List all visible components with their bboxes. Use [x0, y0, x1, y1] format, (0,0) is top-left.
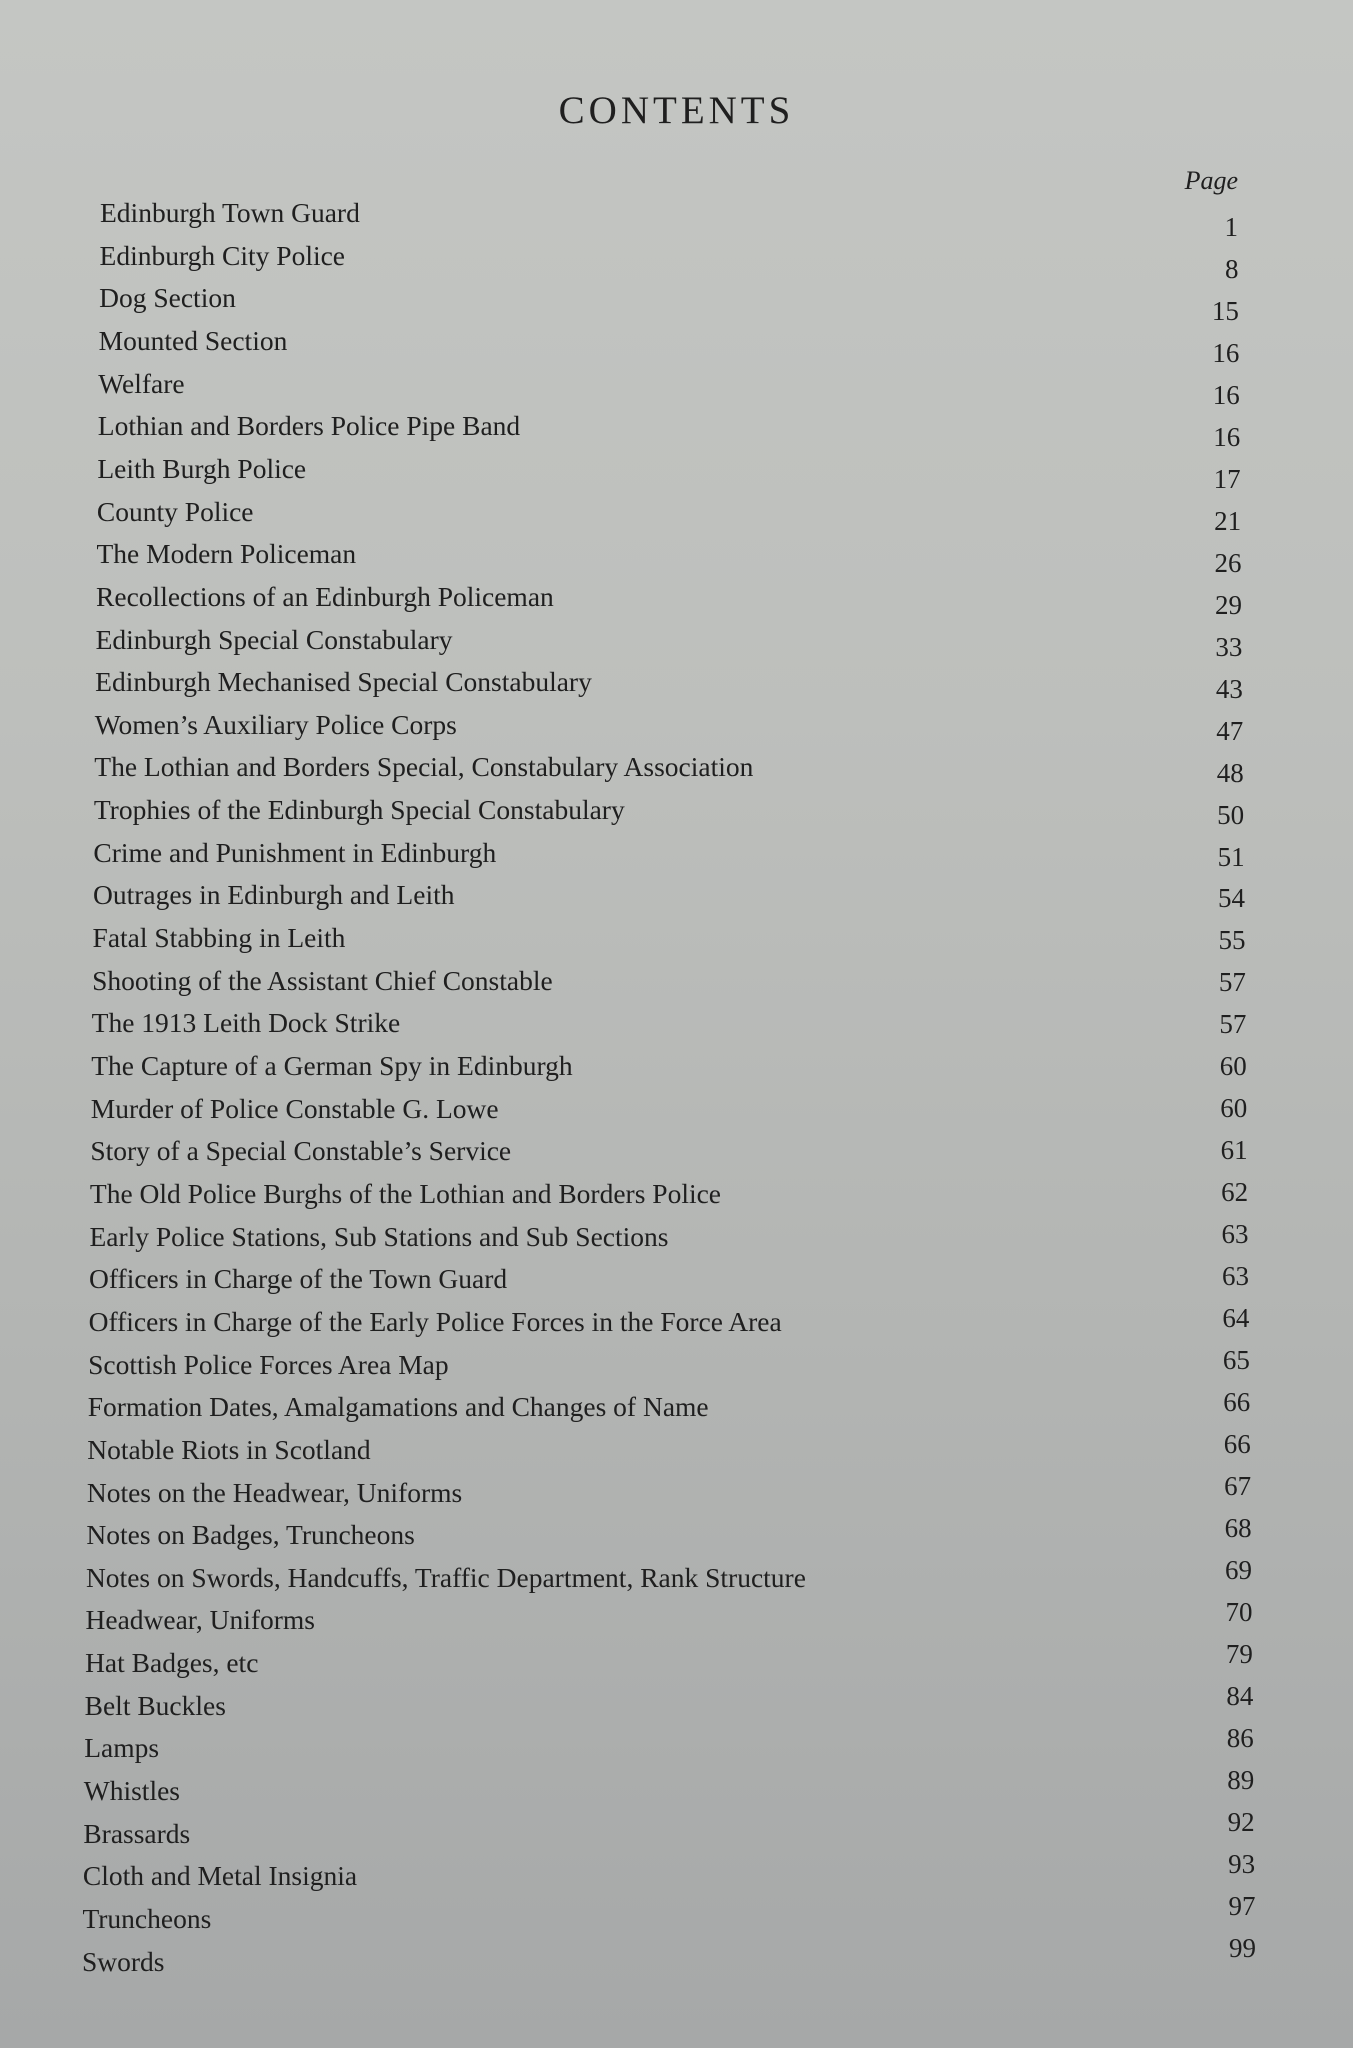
toc-entry-page-number: 57: [1219, 1009, 1247, 1040]
toc-entry: [0, 451, 1353, 494]
toc-entry-title: Brassards: [83, 1817, 191, 1849]
toc-entry: [0, 1429, 1353, 1472]
toc-entry-title: The Lothian and Borders Special, Constabulary Association: [94, 751, 754, 783]
toc-entry: [0, 792, 1353, 832]
toc-entry-title: Welfare: [98, 367, 185, 399]
toc-entry: [0, 1347, 1353, 1387]
toc-entry-title: Murder of Police Constable G. Lowe: [90, 1092, 499, 1124]
toc-entry: [0, 622, 1353, 662]
toc-entry: [0, 323, 1353, 368]
toc-entry-page-number: 79: [1225, 1638, 1253, 1669]
page-column-heading: Page: [1184, 166, 1238, 195]
toc-entry-title: Women’s Auxiliary Police Corps: [94, 708, 457, 740]
toc-entry-page-number: 63: [1221, 1219, 1249, 1250]
page-title: CONTENTS: [558, 89, 795, 132]
toc-entry: [0, 1680, 1353, 1728]
toc-entry-page-number: 29: [1214, 589, 1242, 620]
toc-entry: [0, 963, 1353, 1003]
toc-entry-title: Cloth and Metal Insignia: [82, 1860, 358, 1892]
toc-entry-title: Outrages in Edinburgh and Leith: [92, 879, 455, 911]
toc-entry-page-number: 15: [1211, 295, 1239, 326]
toc-entry: [0, 238, 1353, 284]
toc-entry-title: Lothian and Borders Police Pipe Band: [97, 410, 521, 442]
toc-entry: [0, 494, 1353, 534]
toc-entry-page-number: 8: [1224, 253, 1239, 284]
toc-entry-page-number: 26: [1214, 547, 1242, 578]
toc-entry: [0, 366, 1353, 410]
toc-entry-title: Scottish Police Forces Area Map: [88, 1348, 449, 1380]
toc-entry: [0, 579, 1353, 619]
toc-entry: [0, 1471, 1353, 1515]
toc-entry: [0, 1596, 1353, 1642]
toc-entry-page-number: 62: [1221, 1177, 1249, 1208]
toc-entry: [0, 408, 1353, 452]
toc-entry-page-number: 66: [1223, 1387, 1251, 1418]
toc-entry-page-number: 84: [1226, 1680, 1254, 1711]
toc-entry-page-number: 69: [1225, 1554, 1253, 1585]
toc-entry-title: Hat Badges, etc: [85, 1647, 259, 1679]
toc-entry: [0, 1890, 1353, 1941]
toc-entry: [0, 1133, 1353, 1173]
toc-entry-title: County Police: [96, 495, 254, 527]
toc-entry-title: Swords: [82, 1945, 165, 1977]
toc-entry: [0, 536, 1353, 576]
toc-entry: [0, 877, 1353, 917]
toc-entry-page-number: 21: [1214, 505, 1242, 536]
toc-entry-title: Formation Dates, Amalgamations and Changes of Name: [87, 1391, 709, 1423]
toc-entry-title: Lamps: [84, 1732, 160, 1764]
toc-entry-page-number: 97: [1228, 1890, 1256, 1921]
toc-entry: [0, 1091, 1353, 1131]
toc-entry-title: Edinburgh City Police: [99, 239, 346, 271]
toc-entry: [0, 1176, 1353, 1216]
toc-entry-title: Notable Riots in Scotland: [87, 1433, 371, 1465]
toc-entry-title: Story of a Special Constable’s Service: [90, 1135, 512, 1167]
toc-entry-page-number: 51: [1217, 841, 1245, 872]
toc-entry-page-number: 93: [1228, 1848, 1256, 1879]
toc-entry-page-number: 43: [1215, 673, 1243, 704]
toc-entry-page-number: 70: [1225, 1596, 1253, 1627]
toc-entry-title: Truncheons: [82, 1903, 212, 1934]
toc-entry-title: Notes on Badges, Truncheons: [86, 1519, 415, 1551]
toc-entry: [0, 749, 1353, 789]
toc-entry-title: The Modern Policeman: [96, 538, 357, 570]
toc-entry-page-number: 33: [1215, 631, 1243, 662]
toc-entry: [0, 1554, 1353, 1600]
toc-entry-title: Early Police Stations, Sub Stations and Sub Sections: [89, 1220, 669, 1252]
toc-entry: [0, 195, 1353, 242]
toc-entry-page-number: 60: [1219, 1051, 1247, 1082]
toc-entry-page-number: 16: [1213, 421, 1241, 452]
toc-entry-page-number: 92: [1227, 1806, 1255, 1837]
toc-entry-title: Edinburgh Town Guard: [100, 197, 360, 228]
toc-entry-page-number: 61: [1220, 1135, 1248, 1166]
toc-entry-title: Notes on the Headwear, Uniforms: [86, 1476, 463, 1508]
toc-entry-title: Recollections of an Edinburgh Policeman: [96, 580, 554, 612]
toc-entry-page-number: 89: [1227, 1764, 1255, 1795]
toc-entry: [0, 664, 1353, 704]
toc-entry-title: Edinburgh Mechanised Special Constabulary: [95, 666, 592, 698]
toc-entry: [0, 835, 1353, 875]
toc-entry-title: Trophies of the Edinburgh Special Constabulary: [93, 794, 625, 826]
toc-entry: [0, 1932, 1353, 1984]
toc-entry-title: Officers in Charge of the Town Guard: [89, 1263, 508, 1295]
toc-entry: [0, 1219, 1353, 1259]
toc-entry-page-number: 54: [1218, 883, 1246, 914]
toc-entry-page-number: 67: [1224, 1471, 1252, 1502]
toc-entry: [0, 1512, 1353, 1557]
toc-entry-title: The Capture of a German Spy in Edinburgh: [91, 1050, 573, 1081]
toc-entry-title: Shooting of the Assistant Chief Constable: [92, 964, 553, 996]
toc-entry-page-number: 55: [1218, 925, 1246, 956]
toc-entry-title: Headwear, Uniforms: [85, 1604, 316, 1636]
toc-entry-page-number: 99: [1229, 1932, 1256, 1963]
toc-entry: [0, 1806, 1353, 1856]
toc-entry: [0, 1638, 1353, 1685]
toc-entry-title: Fatal Stabbing in Leith: [92, 922, 346, 954]
toc-entry-page-number: 65: [1222, 1345, 1250, 1376]
toc-entry: [0, 707, 1353, 747]
toc-entry-page-number: 17: [1213, 463, 1241, 494]
toc-entry-page-number: 48: [1216, 757, 1244, 788]
toc-entry: [0, 1261, 1353, 1301]
toc-entry-page-number: 57: [1218, 967, 1246, 998]
toc-entry-page-number: 16: [1212, 379, 1240, 410]
toc-entry: [0, 1304, 1353, 1344]
toc-entry: [0, 1764, 1353, 1813]
toc-entry-page-number: 64: [1222, 1303, 1250, 1334]
toc-entry-page-number: 1: [1224, 212, 1238, 242]
toc-entry-page-number: 16: [1212, 337, 1240, 368]
toc-entry-title: Leith Burgh Police: [97, 452, 307, 484]
toc-entry-title: Dog Section: [99, 282, 236, 314]
toc-entry: [0, 1722, 1353, 1770]
toc-entry-title: The 1913 Leith Dock Strike: [91, 1007, 401, 1039]
toc-entry-title: Notes on Swords, Handcuffs, Traffic Department, Rank Structure: [85, 1561, 806, 1593]
toc-entry-title: Officers in Charge of the Early Police Forces in the Force Area: [88, 1305, 782, 1337]
toc-entry: [0, 1389, 1353, 1429]
toc-entry-title: Belt Buckles: [84, 1689, 226, 1721]
toc-entry-page-number: 50: [1217, 799, 1245, 830]
toc-entry-page-number: 47: [1216, 715, 1244, 746]
toc-entry: [0, 280, 1353, 326]
toc-entry: [0, 920, 1353, 960]
toc-entry-title: Edinburgh Special Constabulary: [95, 623, 453, 655]
toc-entry-title: Crime and Punishment in Edinburgh: [93, 836, 497, 868]
toc-entry: [0, 1848, 1353, 1898]
toc-entry-title: The Old Police Burghs of the Lothian and Borders Police: [89, 1177, 722, 1209]
toc-entry-page-number: 68: [1224, 1512, 1252, 1543]
toc-entry-page-number: 86: [1226, 1722, 1254, 1753]
toc-entry-page-number: 60: [1220, 1093, 1248, 1124]
toc-entry-title: Mounted Section: [98, 324, 288, 356]
toc-entry: [0, 1048, 1353, 1088]
toc-entry: [0, 1005, 1353, 1045]
toc-entry-page-number: 66: [1223, 1429, 1251, 1460]
toc-entry-title: Whistles: [83, 1775, 180, 1807]
toc-entry-page-number: 63: [1221, 1261, 1249, 1292]
